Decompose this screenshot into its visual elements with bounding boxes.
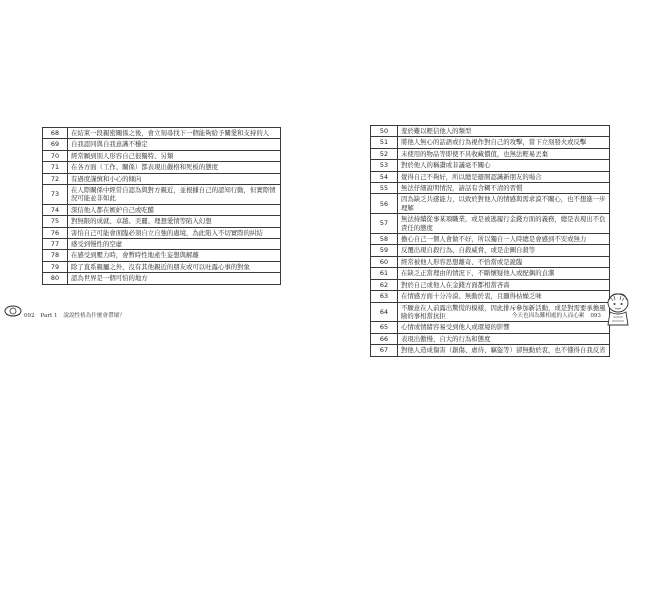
page-number-right: 093 xyxy=(590,313,601,319)
table-row xyxy=(371,194,610,214)
table-row xyxy=(43,227,281,238)
book-logo-icon xyxy=(4,304,22,318)
item-text: 對於自己或他人在金錢方面都相當吝嗇 xyxy=(398,279,610,290)
item-number: 65 xyxy=(371,322,398,333)
part-label: Part 1 xyxy=(40,313,58,319)
item-text: 經常願到別人形容自己很獨特、另類 xyxy=(68,150,281,161)
table-row xyxy=(371,148,610,159)
table-row xyxy=(43,139,281,150)
item-number: 64 xyxy=(371,302,398,322)
item-text: 不願意在人前露出驚慌的模樣，因此排斥參加新活動，或是對需要承擔風險的事相當抗拒 xyxy=(398,302,610,322)
checklist-table-right xyxy=(370,125,610,357)
item-text: 因為缺乏共感能力，以致於對他人的情感與需求漠不關心，也不想進一步理解 xyxy=(398,194,610,214)
table-row xyxy=(43,185,281,205)
item-number: 60 xyxy=(371,256,398,267)
item-number: 56 xyxy=(371,194,398,214)
table-row xyxy=(371,160,610,171)
table-row xyxy=(43,250,281,261)
item-number: 61 xyxy=(371,268,398,279)
part-title: 說說性格為什麼會帶壞？ xyxy=(63,313,125,319)
item-text: 無法持續從事某項職業，或是被逃履行金錢方面的義務，總是表現出不負責任的態度 xyxy=(398,214,610,234)
table-row xyxy=(371,234,610,245)
item-number: 74 xyxy=(43,204,68,215)
item-text: 害怕自己可能會面臨必須自立自強的處境，為此陷入不切實際的糾結 xyxy=(68,227,281,238)
item-number: 77 xyxy=(43,239,68,250)
item-text: 對於他人的稱讚或非議毫不關心 xyxy=(398,160,610,171)
table-row xyxy=(371,279,610,290)
item-text: 在情感方面十分冷漠、無動於衷，且顯得枯燥乏味 xyxy=(398,291,610,302)
item-number: 59 xyxy=(371,245,398,256)
item-text: 對無限的成就、卓越、美麗、理想愛情等陷入幻想 xyxy=(68,216,281,227)
table-row xyxy=(371,256,610,267)
item-text: 反覆出現自殺行為、自殺威脅，或是企圖自殺等 xyxy=(398,245,610,256)
item-number: 67 xyxy=(371,345,398,356)
item-text: 感受到慢性的空虛 xyxy=(68,239,281,250)
table-row xyxy=(371,126,610,137)
item-text: 深信他人都在嫉妒自己或吃醋 xyxy=(68,204,281,215)
checklist-table-left xyxy=(42,127,281,285)
item-number: 53 xyxy=(371,160,398,171)
item-text: 在人際關係中經常自認為與對方親近，並根據自己的認知行動，但實際情況可能並非如此 xyxy=(68,185,281,205)
item-text: 將他人無心的話語或行為視作對自己的攻擊，當下立刻發火或反擊 xyxy=(398,137,610,148)
item-number: 78 xyxy=(43,250,68,261)
item-text: 在感受到壓力時，會暫時性地產生妄想與解離 xyxy=(68,250,281,261)
item-number: 66 xyxy=(371,333,398,344)
item-number: 54 xyxy=(371,171,398,182)
item-number: 76 xyxy=(43,227,68,238)
item-text: 未使用的物品等即使不具收藏價值，也無法輕易丟棄 xyxy=(398,148,610,159)
item-text: 覺得自己不夠好，所以總是避開認識新朋友的場合 xyxy=(398,171,610,182)
item-text: 在缺乏正當理由的情況下，不斷懷疑他人或配偶的貞潔 xyxy=(398,268,610,279)
item-number: 72 xyxy=(43,173,68,184)
item-text: 經常被他人形容思想離奇、不恰當或是詭臨 xyxy=(398,256,610,267)
item-number: 57 xyxy=(371,214,398,234)
item-number: 51 xyxy=(371,137,398,148)
table-row xyxy=(371,245,610,256)
table-row xyxy=(43,173,281,184)
table-row xyxy=(371,137,610,148)
table-row xyxy=(371,268,610,279)
item-text: 表現出傲慢、自大的行為和態度 xyxy=(398,333,610,344)
table-row xyxy=(371,291,610,302)
table-row xyxy=(371,345,610,356)
item-text: 在各方面（工作、關係）都表現出嚴格和死板的態度 xyxy=(68,162,281,173)
book-title: 今天也因為難相處的人而心累 xyxy=(511,313,585,319)
item-number: 50 xyxy=(371,126,398,137)
item-text: 認為世界是一個可怕的地方 xyxy=(68,273,281,284)
table-row xyxy=(371,214,610,234)
item-number: 62 xyxy=(371,279,398,290)
item-number: 63 xyxy=(371,291,398,302)
table-row xyxy=(371,333,610,344)
item-number: 69 xyxy=(43,139,68,150)
item-text: 在結束一段親密關係之後，會立刻尋找下一個能夠給予關愛和支持的人 xyxy=(68,128,281,139)
table-row xyxy=(43,204,281,215)
item-text: 對他人造成傷害（創傷、虐待、竊盜等）卻無動於衷，也不懂得自我反省 xyxy=(398,345,610,356)
item-number: 58 xyxy=(371,234,398,245)
item-text: 除了直系親屬之外，沒有其他親近的朋友或可以吐露心事的對象 xyxy=(68,261,281,272)
item-text: 無法仔細說明情況，請話有含糊不清的習慣 xyxy=(398,183,610,194)
table-row xyxy=(43,162,281,173)
character-illustration-icon xyxy=(604,292,632,326)
table-row xyxy=(371,183,610,194)
item-text: 擔心自己一個人會做不好，所以獨自一人時總是會感到不安或無力 xyxy=(398,234,610,245)
footer-left xyxy=(24,311,125,319)
item-text: 心情或情緒容易受到他人或環境的影響 xyxy=(398,322,610,333)
item-number: 80 xyxy=(43,273,68,284)
table-row xyxy=(43,216,281,227)
item-number: 75 xyxy=(43,216,68,227)
footer-right xyxy=(512,311,601,319)
page-number-left: 092 xyxy=(24,313,35,319)
item-number: 52 xyxy=(371,148,398,159)
item-text: 有過度謹慎和小心的傾向 xyxy=(68,173,281,184)
item-number: 55 xyxy=(371,183,398,194)
item-number: 68 xyxy=(43,128,68,139)
table-row xyxy=(371,322,610,333)
item-text: 自我認同與自我意識不穩定 xyxy=(68,139,281,150)
table-row xyxy=(371,171,610,182)
item-number: 73 xyxy=(43,185,68,205)
table-row xyxy=(43,239,281,250)
item-number: 70 xyxy=(43,150,68,161)
table-row xyxy=(43,128,281,139)
table-row xyxy=(43,150,281,161)
item-number: 71 xyxy=(43,162,68,173)
table-row xyxy=(43,261,281,272)
table-row xyxy=(43,273,281,284)
item-number: 79 xyxy=(43,261,68,272)
item-text: 羞於難以輕信他人的類型 xyxy=(398,126,610,137)
